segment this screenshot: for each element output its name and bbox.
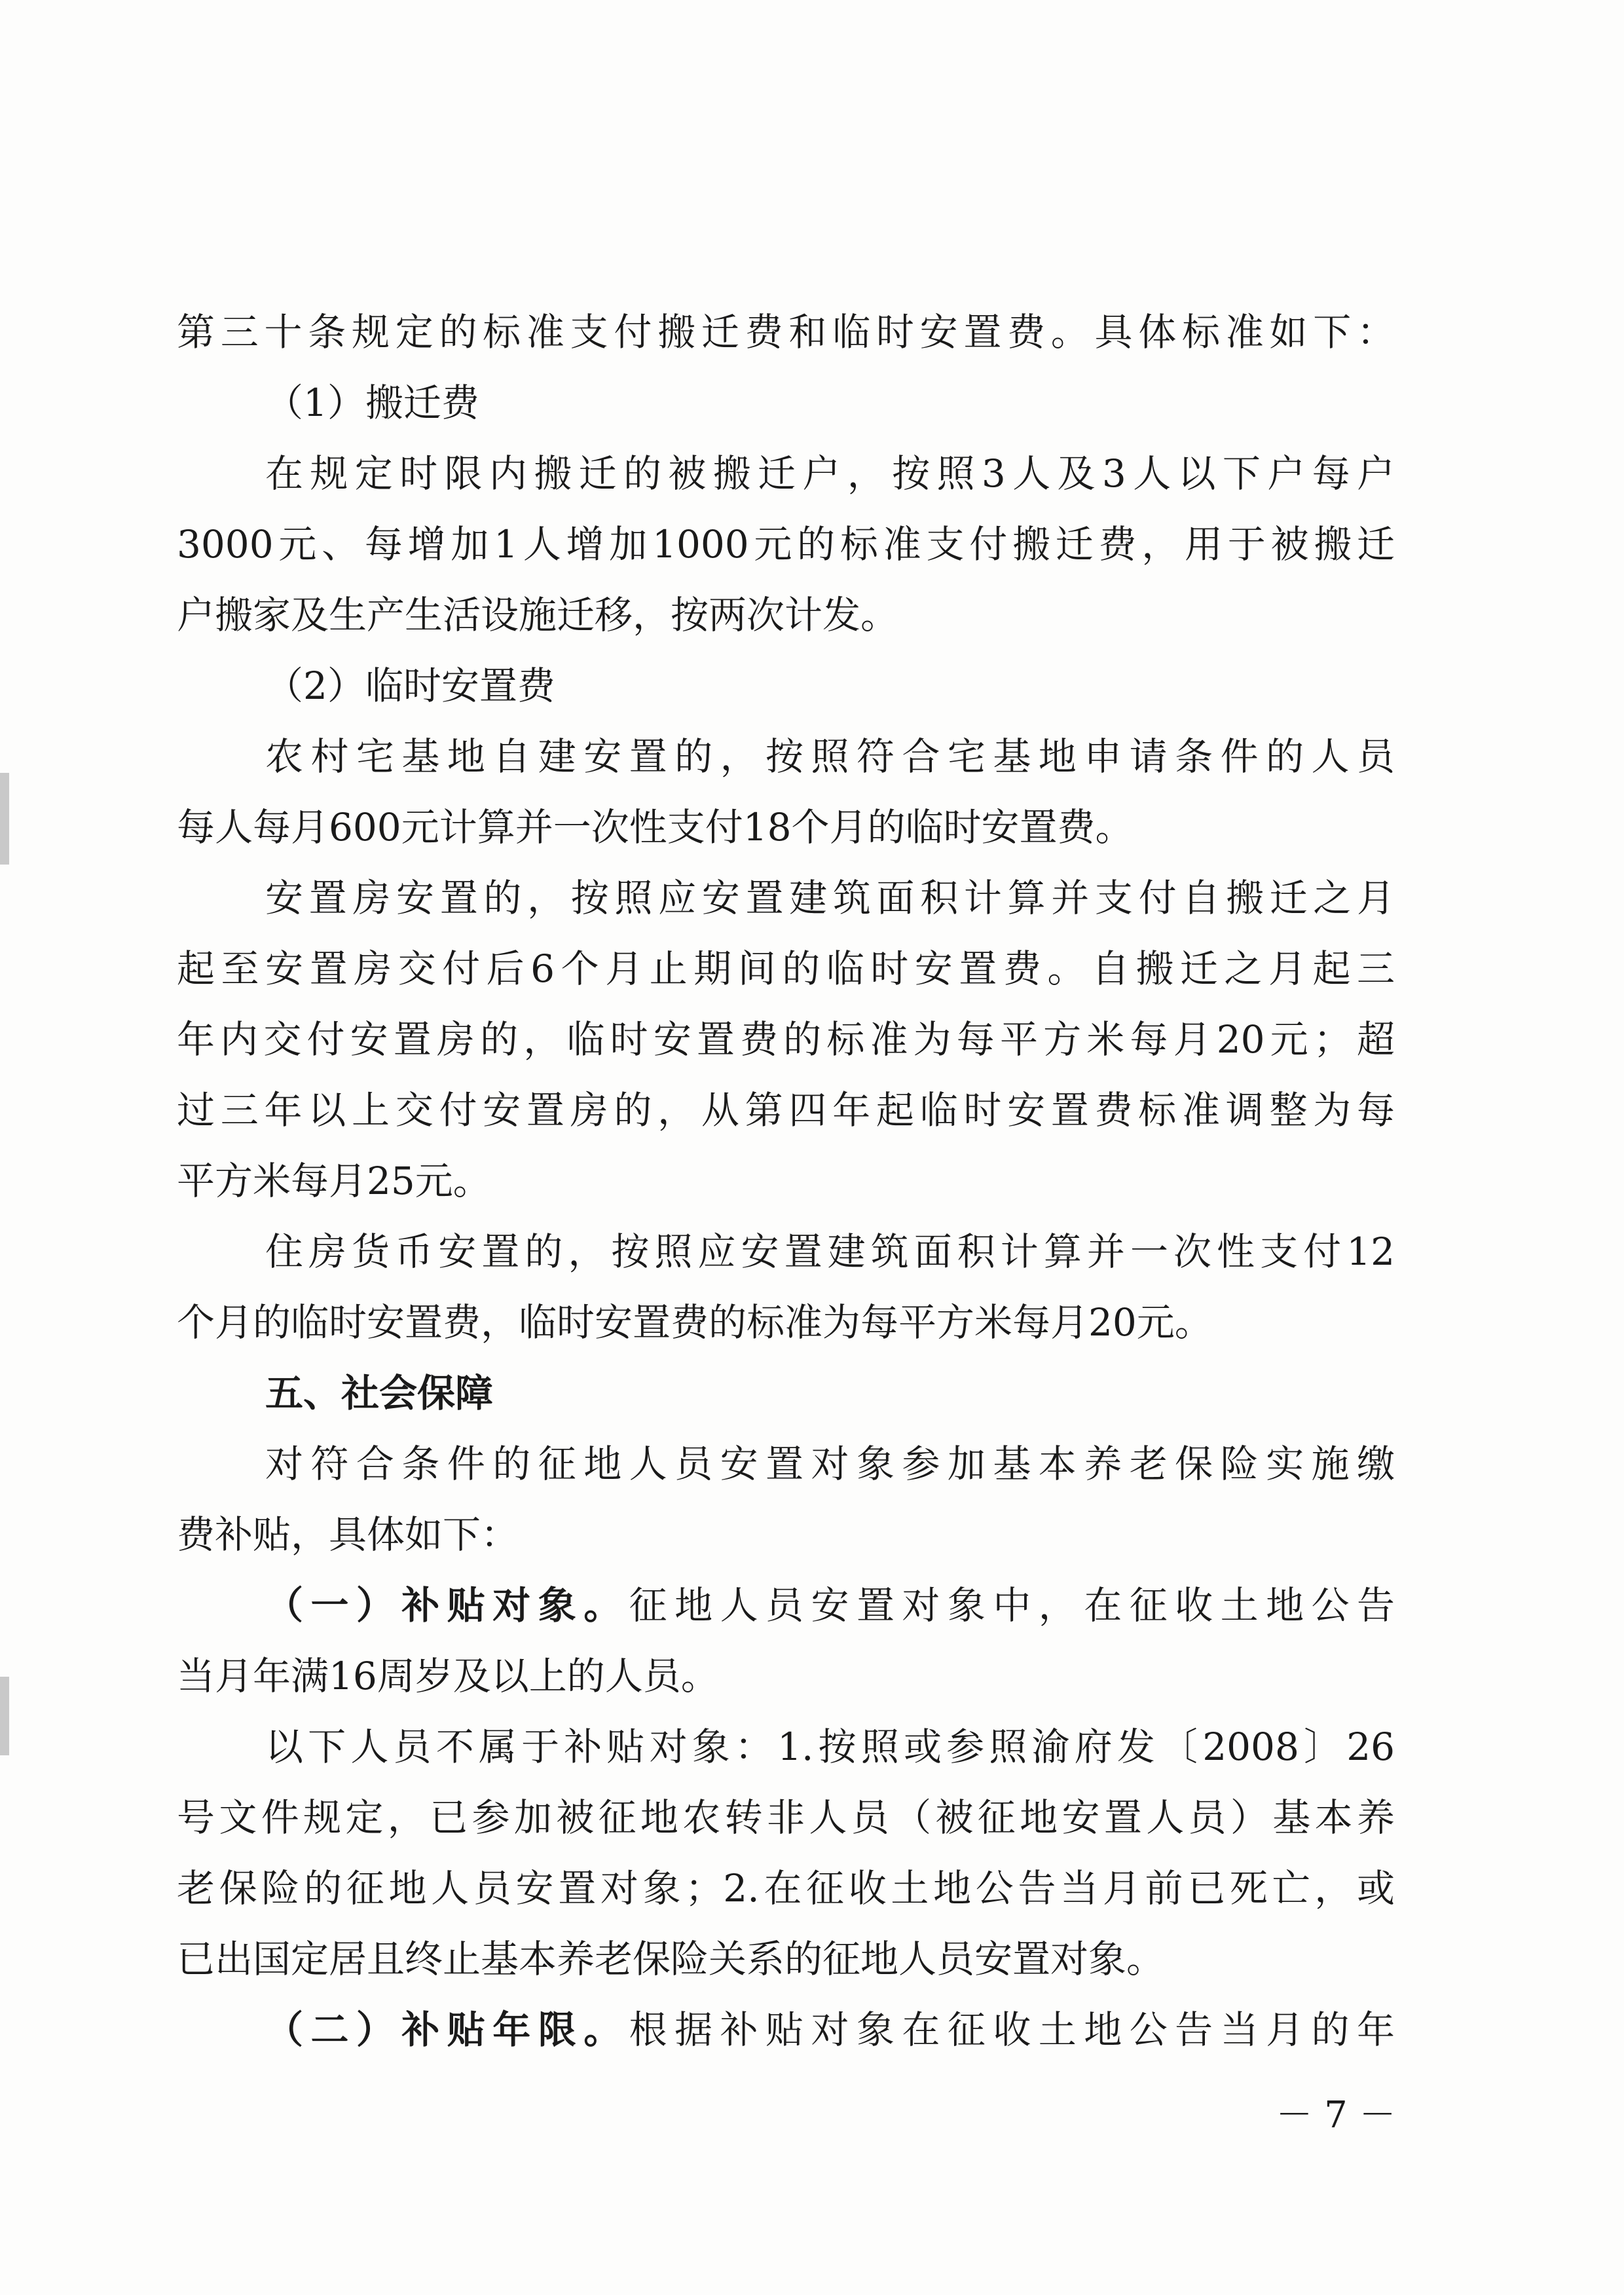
subsidy-years-text: 根据补贴对象在征收土地公告当月的年 <box>629 2007 1395 2052</box>
subsidy-years-heading: （二）补贴年限。 <box>265 2007 629 2052</box>
text-line: 安置房安置的，按照应安置建筑面积计算并支付自搬迁之月 <box>265 876 1395 920</box>
section-heading-social-security: 五、社会保障 <box>265 1371 494 1415</box>
subsidy-target-line <box>265 1571 1395 1640</box>
text-line: 以下人员不属于补贴对象：1.按照或参照渝府发〔2008〕26 <box>265 1725 1395 1769</box>
text-line: 个月的临时安置费，临时安置费的标准为每平方米每月20元。 <box>177 1300 1213 1345</box>
text-line: 年内交付安置房的，临时安置费的标准为每平方米每月20元；超 <box>177 1017 1395 1062</box>
section-heading-moving-fee: （1）搬迁费 <box>265 381 479 425</box>
subsidy-years-line <box>265 1995 1395 2064</box>
text-line: 在规定时限内搬迁的被搬迁户，按照3人及3人以下户每户 <box>265 451 1395 496</box>
subsidy-target-heading: （一）补贴对象。 <box>265 1583 629 1628</box>
subsidy-target-text: 征地人员安置对象中，在征收土地公告 <box>629 1583 1395 1628</box>
scan-edge-mark <box>0 773 9 865</box>
section-heading-temporary-fee: （2）临时安置费 <box>265 663 555 708</box>
text-line: 费补贴，具体如下： <box>177 1512 519 1557</box>
text-line: 平方米每月25元。 <box>177 1159 491 1203</box>
text-line: 起至安置房交付后6个月止期间的临时安置费。自搬迁之月起三 <box>177 946 1395 991</box>
text-line: 对符合条件的征地人员安置对象参加基本养老保险实施缴 <box>265 1442 1395 1486</box>
text-line: 老保险的征地人员安置对象；2.在征收土地公告当月前已死亡，或 <box>177 1866 1395 1911</box>
text-line: 3000元、每增加1人增加1000元的标准支付搬迁费，用于被搬迁 <box>177 522 1395 567</box>
text-line: 住房货币安置的，按照应安置建筑面积计算并一次性支付12 <box>265 1229 1395 1274</box>
text-line: 农村宅基地自建安置的，按照符合宅基地申请条件的人员 <box>265 734 1395 779</box>
text-line: 当月年满16周岁及以上的人员。 <box>177 1654 719 1698</box>
scan-edge-mark <box>0 1677 9 1755</box>
text-line: 号文件规定，已参加被征地农转非人员（被征地安置人员）基本养 <box>177 1795 1395 1840</box>
text-line: 第三十条规定的标准支付搬迁费和临时安置费。具体标准如下： <box>177 310 1395 354</box>
text-line: 过三年以上交付安置房的，从第四年起临时安置费标准调整为每 <box>177 1088 1395 1132</box>
page-number: － 7 － <box>1276 2094 1396 2136</box>
text-line: 已出国定居且终止基本养老保险关系的征地人员安置对象。 <box>177 1937 1165 1981</box>
text-line: 每人每月600元计算并一次性支付18个月的临时安置费。 <box>177 805 1134 849</box>
text-line: 户搬家及生产生活设施迁移，按两次计发。 <box>177 593 899 637</box>
